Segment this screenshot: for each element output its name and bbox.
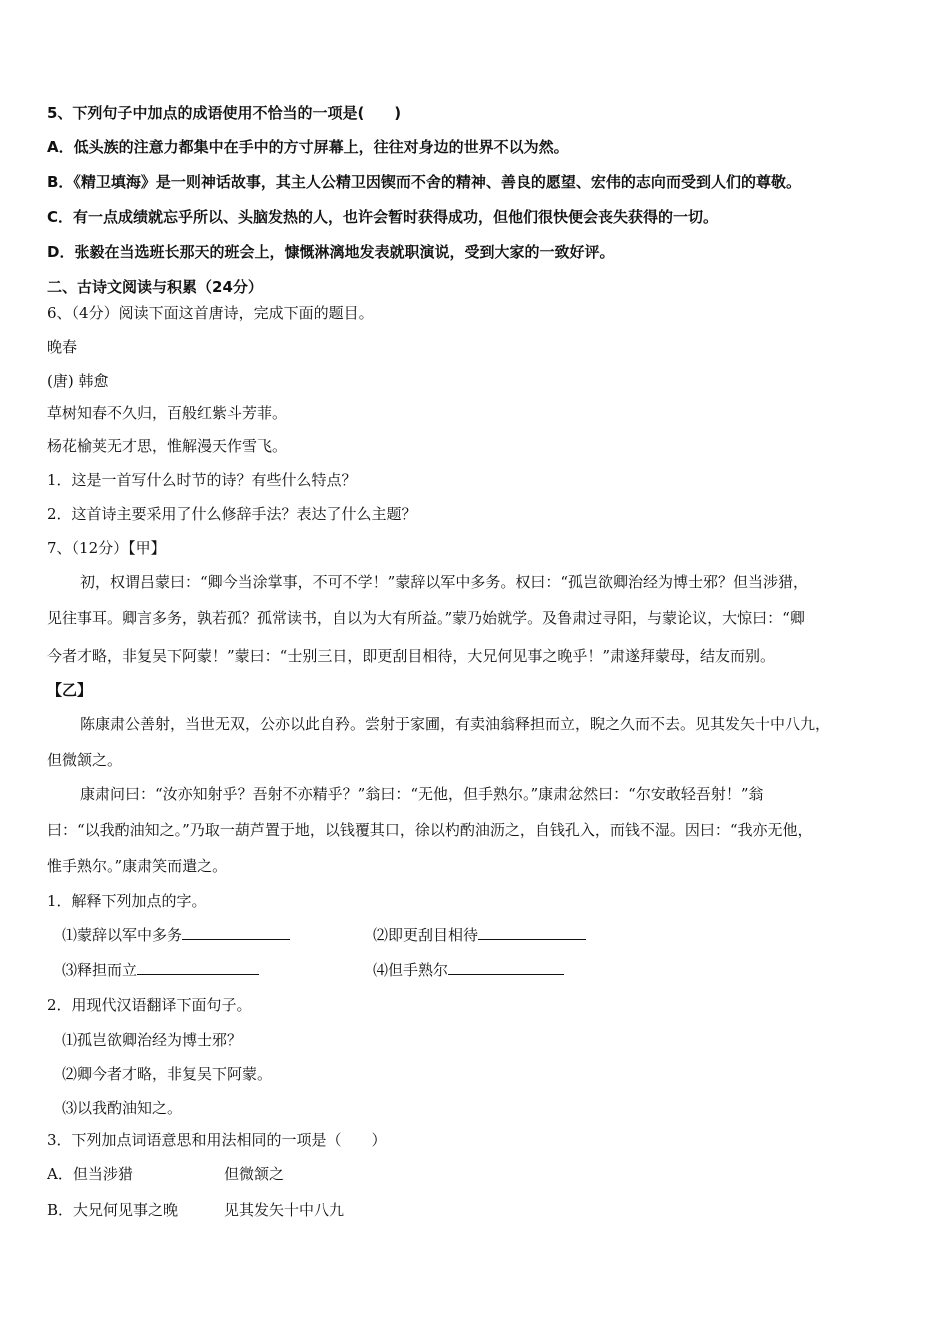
- section-title: 二、古诗文阅读与积累（24分）: [47, 278, 263, 296]
- q7-3-stem: 3．下列加点词语意思和用法相同的一项是（ ）: [47, 1131, 387, 1149]
- q7-2-stem: 2．用现代汉语翻译下面句子。: [47, 996, 252, 1014]
- q7-3-option-b-right: 见其发矢十中八九: [224, 1201, 345, 1219]
- q7-1-item: [62, 960, 259, 980]
- answer-blank[interactable]: [137, 960, 259, 975]
- yi-paragraph-line: 康肃问曰：“汝亦知射乎？吾射不亦精乎？”翁曰：“无他，但手熟尔。”康肃忿然曰：“尔安敢轻吾射！”翁: [80, 785, 764, 803]
- answer-blank[interactable]: [478, 925, 586, 940]
- q7-1-item-text: ⑴蒙辞以军中多务: [62, 926, 183, 944]
- q7-1-item: [373, 925, 586, 945]
- q5-option-d: D．张毅在当选班长那天的班会上，慷慨淋漓地发表就职演说，受到大家的一致好评。: [47, 243, 615, 261]
- q7-3-option-a: A．但当涉猎: [47, 1165, 133, 1183]
- poem-title: 晚春: [47, 338, 78, 356]
- q7-2-item: ⑵卿今者才略，非复吴下阿蒙。: [62, 1065, 273, 1083]
- poem-author: (唐) 韩愈: [47, 372, 109, 390]
- q7-1-item-text: ⑷但手熟尔: [373, 961, 449, 979]
- q6-stem: 6、（4分）阅读下面这首唐诗，完成下面的题目。: [47, 304, 374, 322]
- q7-1-stem: 1．解释下列加点的字。: [47, 892, 207, 910]
- jia-paragraph-line: 今者才略，非复吴下阿蒙！”蒙曰：“士别三日，即更刮目相待，大兄何见事之晚乎！”肃遂拜蒙母，结友而别。: [47, 647, 776, 665]
- answer-blank[interactable]: [448, 960, 564, 975]
- q7-1-item-text: ⑶释担而立: [62, 961, 138, 979]
- q6-question-2: 2．这首诗主要采用了什么修辞手法？表达了什么主题？: [47, 505, 417, 523]
- q7-3-option-a-right: 但微颔之: [224, 1165, 285, 1183]
- poem-line: 草树知春不久归，百般红紫斗芳菲。: [47, 404, 288, 422]
- q7-1-item: [62, 925, 290, 945]
- poem-line: 杨花榆荚无才思，惟解漫天作雪飞。: [47, 437, 288, 455]
- q7-1-item: [373, 960, 564, 980]
- yi-paragraph-line: 但微颔之。: [47, 751, 123, 769]
- q6-question-1: 1．这是一首写什么时节的诗？有些什么特点？: [47, 471, 357, 489]
- q5-stem: 5、下列句子中加点的成语使用不恰当的一项是( ): [47, 104, 402, 122]
- q5-option-b: B．《精卫填海》是一则神话故事，其主人公精卫因锲而不舍的精神、善良的愿望、宏伟的志向而受到人们的尊敬。: [47, 173, 801, 191]
- jia-paragraph-line: 初，权谓吕蒙曰：“卿今当涂掌事，不可不学！”蒙辞以军中多务。权曰：“孤岂欲卿治经为博士邪？但当涉猎，: [80, 573, 809, 591]
- answer-blank[interactable]: [182, 925, 290, 940]
- q7-3-option-b: B．大兄何见事之晚: [47, 1201, 179, 1219]
- q7-1-item-text: ⑵即更刮目相待: [373, 926, 479, 944]
- yi-label: 【乙】: [47, 681, 93, 699]
- jia-paragraph-line: 见往事耳。卿言多务，孰若孤？孤常读书，自以为大有所益。”蒙乃始就学。及鲁肃过寻阳，与蒙论议，大惊曰：“卿: [47, 609, 805, 627]
- q5-option-a: A．低头族的注意力都集中在手中的方寸屏幕上，往往对身边的世界不以为然。: [47, 138, 569, 156]
- q5-option-c: C．有一点成绩就忘乎所以、头脑发热的人，也许会暂时获得成功，但他们很快便会丧失获得的一切。: [47, 208, 719, 226]
- q7-2-item: ⑴孤岂欲卿治经为博士邪？: [62, 1031, 243, 1049]
- q7-stem: 7、（12分）【甲】: [47, 539, 166, 557]
- yi-paragraph-line: 惟手熟尔。”康肃笑而遣之。: [47, 857, 228, 875]
- q7-2-item: ⑶以我酌油知之。: [62, 1099, 183, 1117]
- yi-paragraph-line: 曰：“以我酌油知之。”乃取一葫芦置于地，以钱覆其口，徐以杓酌油沥之，自钱孔入，而钱不湿。因曰：“我亦无他，: [47, 821, 813, 839]
- yi-paragraph-line: 陈康肃公善射，当世无双，公亦以此自矜。尝射于家圃，有卖油翁释担而立，睨之久而不去。见其发矢十中八九，: [80, 715, 831, 733]
